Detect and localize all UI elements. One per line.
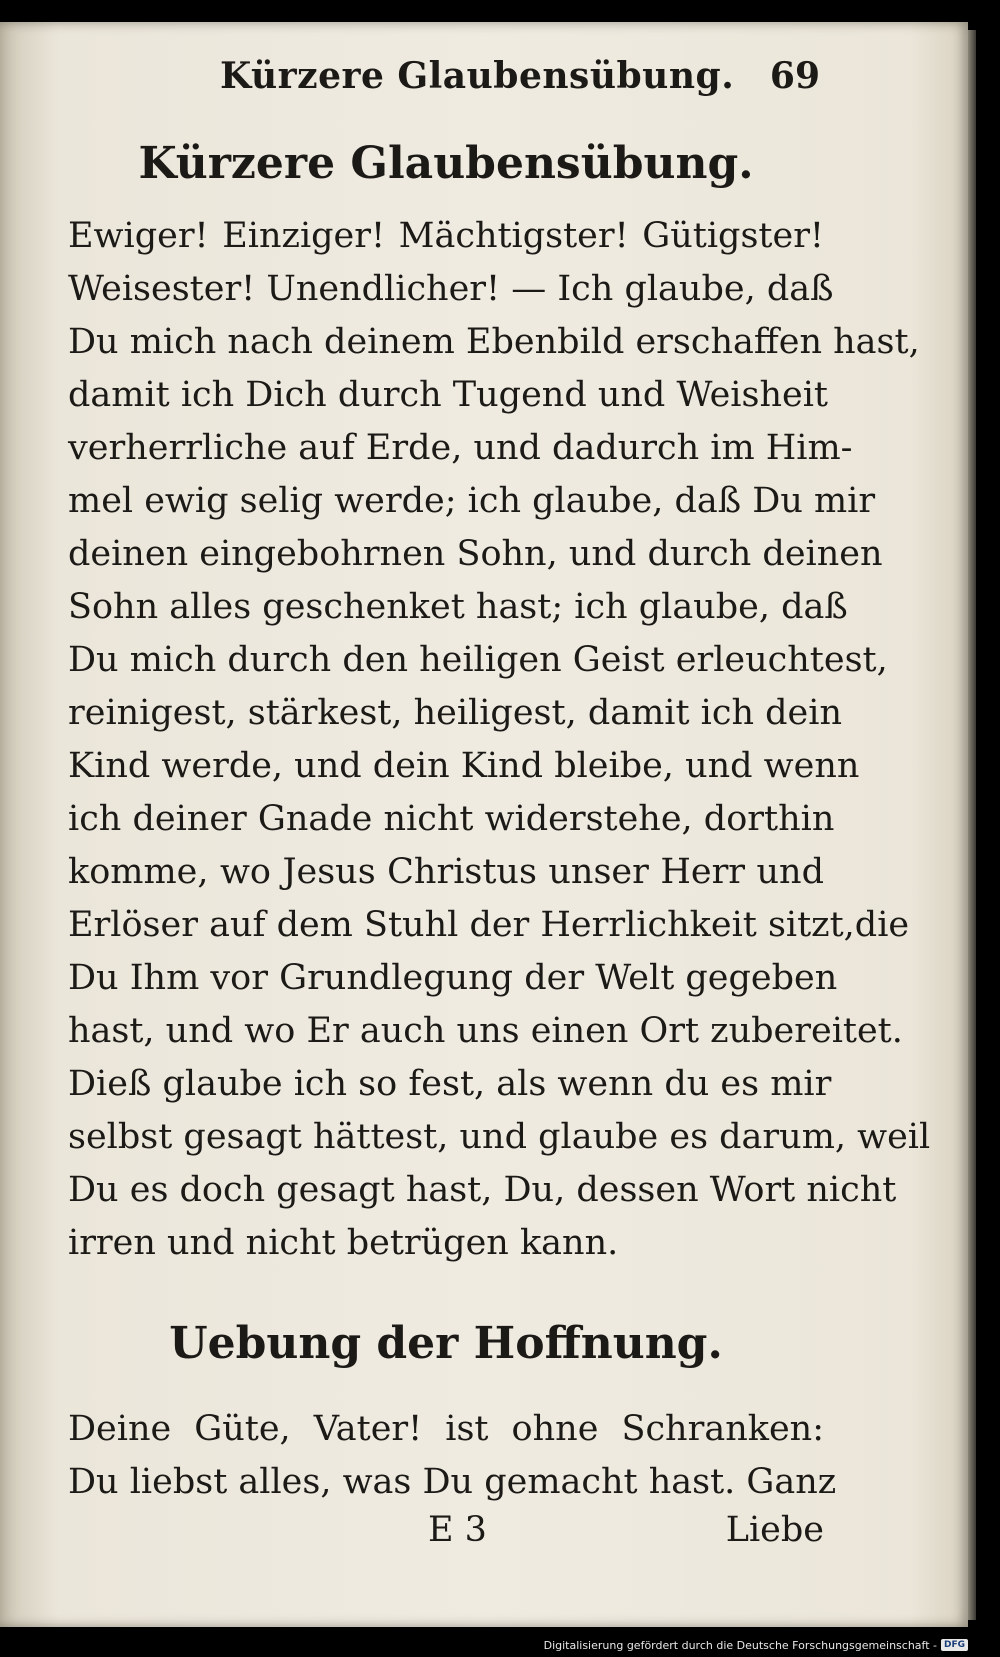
paragraph-faith <box>68 210 931 1270</box>
text-line: irren und nicht betrügen kann. <box>68 1223 619 1263</box>
text-line: Du mich durch den heiligen Geist erleuchtest, <box>68 640 888 680</box>
text-line: selbst gesagt hättest, und glaube es darum, weil <box>68 1117 931 1157</box>
text-line: Dieß glaube ich so fest, als wenn du es mir <box>68 1064 832 1104</box>
paragraph-hope <box>68 1403 837 1509</box>
text-line: deinen eingebohrnen Sohn, und durch deinen <box>68 534 883 574</box>
section-heading-hope: Uebung der Hoffnung. <box>169 1318 723 1369</box>
text-line: Weisester! Unendlicher! — Ich glaube, daß <box>68 269 834 309</box>
running-head <box>220 55 820 115</box>
page-number: 69 <box>769 55 820 97</box>
text-line: hast, und wo Er auch uns einen Ort zubereitet. <box>68 1011 903 1051</box>
text-line: komme, wo Jesus Christus unser Herr und <box>68 852 824 892</box>
catchword: Liebe <box>725 1510 824 1550</box>
section-heading-faith: Kürzere Glaubensübung. <box>138 138 754 189</box>
text-line: reinigest, stärkest, heiligest, damit ich dein <box>68 693 842 733</box>
text-line: Du liebst alles, was Du gemacht hast. Ganz <box>68 1462 837 1502</box>
signature-mark: E 3 <box>428 1510 487 1550</box>
text-line: Erlöser auf dem Stuhl der Herrlichkeit sitzt,die <box>68 905 910 945</box>
text-line: Sohn alles geschenket hast; ich glaube, daß <box>68 587 848 627</box>
text-line: Ewiger! Einziger! Mächtigster! Gütigster! <box>68 216 824 256</box>
running-title: Kürzere Glaubensübung. <box>220 55 735 97</box>
text-line: Du es doch gesagt hast, Du, dessen Wort nicht <box>68 1170 897 1210</box>
text-line: ich deiner Gnade nicht widerstehe, dorthin <box>68 799 835 839</box>
text-line: Deine Güte, Vater! ist ohne Schranken: <box>68 1409 824 1449</box>
text-line: mel ewig selig werde; ich glaube, daß Du mir <box>68 481 876 521</box>
text-line: damit ich Dich durch Tugend und Weisheit <box>68 375 828 415</box>
page-edge <box>968 30 976 1620</box>
credit-text: Digitalisierung gefördert durch die Deutsche Forschungsgemeinschaft - <box>543 1638 937 1652</box>
dfg-logo-icon: DFG <box>941 1639 968 1651</box>
text-line: verherrliche auf Erde, und dadurch im Him- <box>68 428 853 468</box>
text-line: Du Ihm vor Grundlegung der Welt gegeben <box>68 958 838 998</box>
text-line: Kind werde, und dein Kind bleibe, und wenn <box>68 746 860 786</box>
text-line: Du mich nach deinem Ebenbild erschaffen hast, <box>68 322 920 362</box>
page-footer <box>68 1510 824 1560</box>
digitization-credit <box>544 1637 968 1653</box>
